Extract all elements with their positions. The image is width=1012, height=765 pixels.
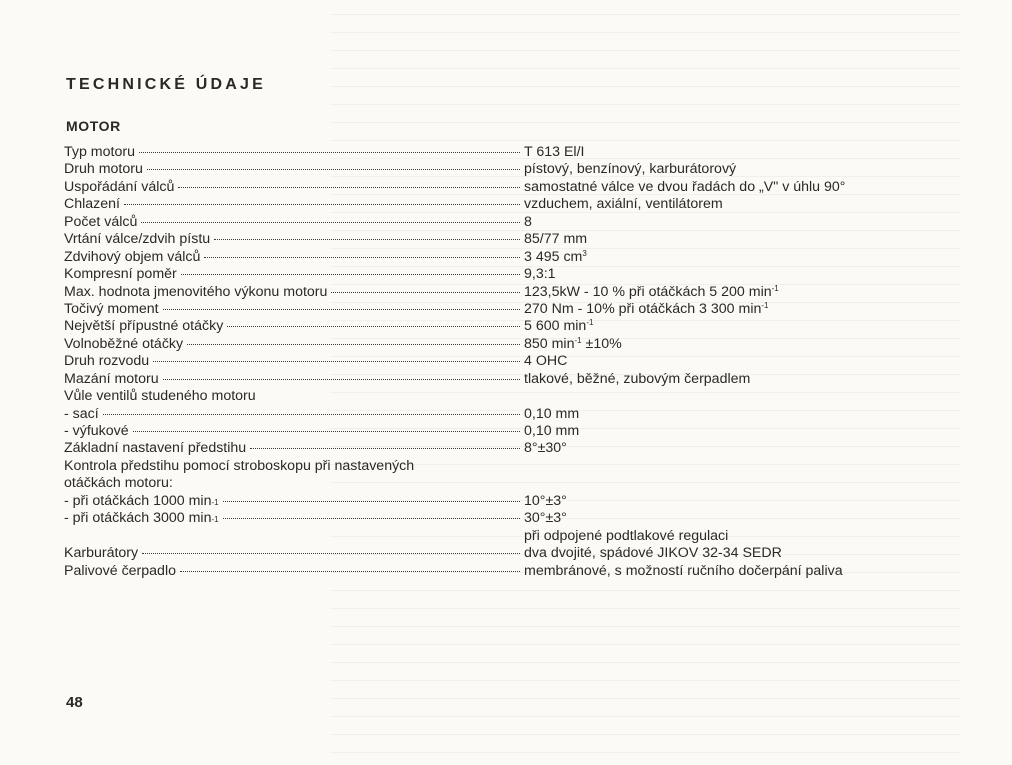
spec-value-text: 8 [524,213,532,230]
dot-leader [214,239,520,240]
spec-label-text: Točivý moment [64,300,159,317]
dot-leader [142,553,520,554]
spec-value [522,249,587,266]
spec-value [522,371,750,388]
spec-label-text: Typ motoru [64,144,135,160]
spec-value [522,318,593,335]
dot-leader [141,222,520,223]
spec-label [64,423,522,440]
spec-label-text: Mazání motoru [64,370,159,387]
spec-label [64,440,522,457]
dot-leader [147,169,520,170]
spec-label-text: Max. hodnota jmenovitého výkonu motoru [64,283,328,300]
spec-row [64,144,944,161]
spec-label-text: Volnoběžné otáčky [64,335,184,352]
dot-leader [204,257,520,258]
dot-leader [163,309,520,310]
spec-row [64,161,944,178]
spec-label-text: Uspořádání válců [64,178,175,195]
dot-leader [250,448,520,449]
spec-value [522,266,556,283]
spec-value-text: při odpojené podtlakové regulaci [524,527,729,544]
spec-value-text: samostatné válce ve dvou řadách do „V" v úhlu 90° [524,178,846,195]
spec-row [64,493,944,510]
dot-leader [223,501,520,502]
spec-row [64,545,944,562]
spec-row [64,353,944,370]
page-number: 48 [66,694,83,711]
spec-row [64,528,944,545]
spec-value [522,353,567,370]
spec-label: - při otáčkách 3000 min -1 [64,510,522,527]
spec-value-text: 123,5kW - 10 % při otáčkách 5 200 min [524,283,772,300]
spec-row [64,475,944,492]
spec-value [522,440,567,457]
spec-label-text: Vůle ventilů studeného motoru [64,388,256,405]
spec-label [64,318,522,335]
spec-label-text: Druh motoru [64,161,143,178]
spec-value [522,423,579,440]
spec-label-text: - sací [64,405,99,422]
spec-label-text: Základní nastavení předstihu [64,440,247,457]
spec-value-text: tlakové, běžné, zubovým čerpadlem [524,370,751,387]
spec-value-text: T 613 El/I [524,144,585,160]
spec-label [64,458,522,475]
spec-label-text: Kompresní poměr [64,266,177,283]
spec-label [64,161,522,178]
spec-value [522,179,845,196]
spec-label [64,388,522,405]
spec-row [64,336,944,353]
spec-label [64,214,522,231]
dot-leader [153,361,520,362]
spec-label-text: Druh rozvodu [64,353,150,370]
spec-label [64,336,522,353]
spec-value [522,545,782,562]
spec-value [522,301,769,318]
spec-value [522,406,579,423]
spec-label [64,406,522,423]
spec-value-text: 9,3:1 [524,266,556,283]
spec-row [64,266,944,283]
spec-label [64,475,522,492]
spec-row [64,179,944,196]
spec-value [522,493,567,510]
section-heading: MOTOR [66,118,121,134]
spec-label-text: Největší přípustné otáčky [64,318,224,335]
spec-value-text: membránové, s možností ručního dočerpání paliva [524,562,843,579]
spec-label-text: Chlazení [64,196,120,213]
spec-row [64,440,944,457]
spec-value-text: 30°±3° [524,510,567,527]
spec-label [64,196,522,213]
spec-value-text: 8°±30° [524,440,567,457]
spec-label [64,144,522,161]
spec-value [522,528,728,545]
spec-value-superscript: -1 [574,335,582,345]
spec-row [64,406,944,423]
spec-value [522,336,622,353]
spec-value [522,284,779,301]
spec-label [64,371,522,388]
spec-label-text: Kontrola předstihu pomocí stroboskopu při nastavených [64,457,415,474]
spec-row [64,423,944,440]
spec-row [64,249,944,266]
dot-leader [178,187,520,188]
spec-label [64,266,522,283]
spec-value-text: 85/77 mm [524,231,588,248]
spec-value-text: 0,10 mm [524,405,580,422]
dot-leader [133,431,520,432]
spec-label [64,353,522,370]
spec-value [522,196,723,213]
dot-leader [227,326,520,327]
spec-value-superscript: 3 [582,248,587,258]
spec-row [64,301,944,318]
spec-row [64,231,944,248]
spec-value-superscript: -1 [586,318,594,328]
spec-value-text: 10°±3° [524,492,567,509]
spec-label-text: Vrtání válce/zdvih pístu [64,231,211,248]
spec-label: - při otáčkách 1000 min -1 [64,493,522,510]
spec-value [522,563,843,580]
spec-value [522,231,587,248]
dot-leader [124,204,520,205]
spec-label-text: Palivové čerpadlo [64,562,176,579]
spec-label-text: - výfukové [64,423,129,439]
spec-value-superscript: -1 [771,283,779,293]
spec-value [522,161,736,178]
spec-label [64,179,522,196]
spec-value-text: 3 495 cm [524,248,583,265]
spec-label [64,301,522,318]
spec-table [64,144,944,580]
spec-value-text: vzduchem, axiální, ventilátorem [524,196,723,213]
spec-value [522,144,584,161]
spec-row [64,214,944,231]
spec-value-text: 850 min [524,335,575,352]
spec-label-text: - při otáčkách 3000 min [64,510,212,527]
spec-label [64,563,522,580]
spec-row [64,563,944,580]
spec-row [64,388,944,405]
spec-value-superscript: -1 [761,300,769,310]
dot-leader [181,274,520,275]
dot-leader [139,152,520,153]
spec-value-text: dva dvojité, spádové JIKOV 32-34 SEDR [524,545,782,562]
spec-value [522,510,567,527]
spec-value-text: 5 600 min [524,318,587,335]
spec-label [64,231,522,248]
spec-value [522,214,532,231]
dot-leader [331,292,520,293]
spec-row [64,510,944,527]
spec-value-text: 4 OHC [524,353,568,370]
dot-leader [187,344,520,345]
spec-row [64,371,944,388]
spec-value-text: pístový, benzínový, karburátorový [524,161,737,178]
spec-label-text: Karburátory [64,545,139,562]
spec-label [64,249,522,266]
spec-label-text: Počet válců [64,213,138,230]
dot-leader [103,414,520,415]
spec-row [64,284,944,301]
spec-value-suffix: ±10% [581,335,622,352]
spec-label-text: - při otáčkách 1000 min [64,492,212,509]
spec-label [64,545,522,562]
spec-row [64,318,944,335]
spec-row [64,196,944,213]
dot-leader [180,571,520,572]
spec-value-text: 270 Nm - 10% při otáčkách 3 300 min [524,300,762,317]
spec-value-text: 0,10 mm [524,423,580,439]
spec-row [64,458,944,475]
spec-label-text: otáčkách motoru: [64,475,173,492]
dot-leader [223,518,520,519]
dot-leader [163,379,520,380]
spec-label [64,284,522,301]
page-title: TECHNICKÉ ÚDAJE [66,76,267,93]
spec-label-text: Zdvihový objem válců [64,248,201,265]
